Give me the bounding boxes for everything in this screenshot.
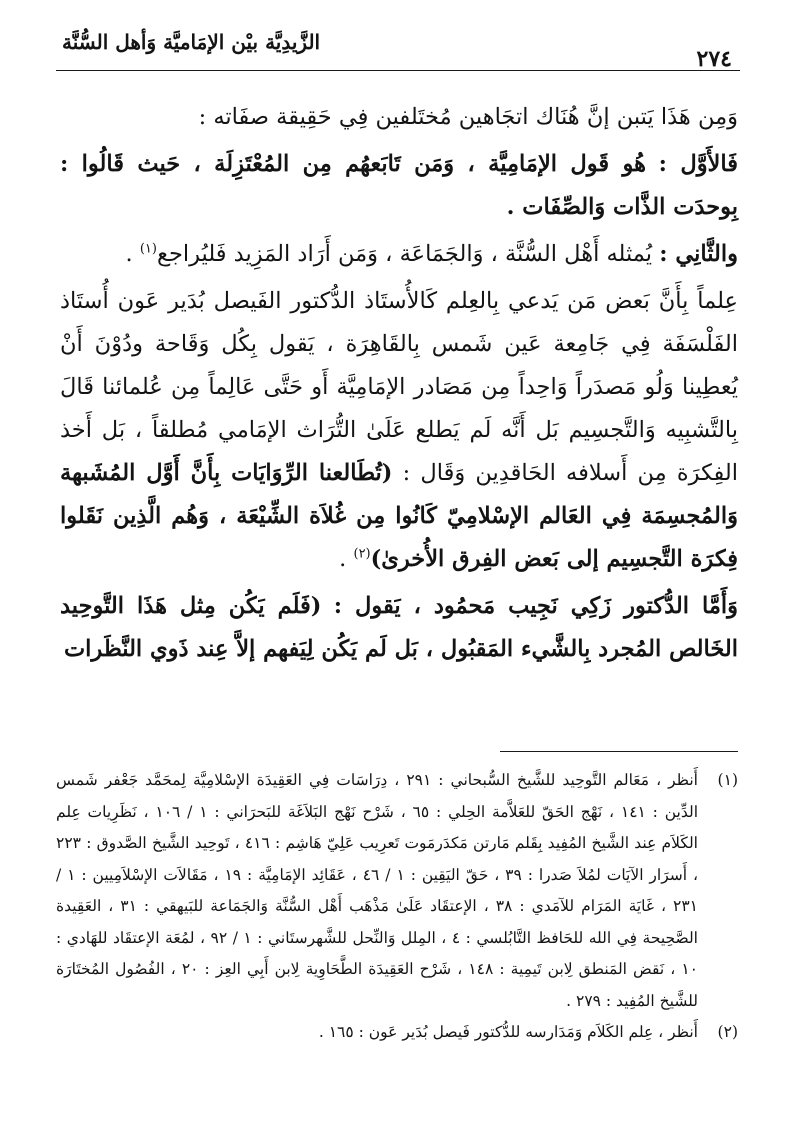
footnotes: [56, 765, 738, 1049]
running-header: [56, 28, 740, 71]
page-number: ٢٧٤: [696, 46, 732, 72]
zaki-quote: (فَلَم يَكُن مِثل هَذَا التَّوحِيد الخَالص المُجرد بِالشَّيء المَقبُول ، بَل لَم يَكُن لِيَفهم إلاَّ عِند ذَوي النَّظَرات: [60, 593, 738, 662]
footnote-2-number: (٢): [717, 1023, 738, 1041]
paragraph-zaki-quote: [60, 585, 738, 671]
footnote-ref-1[interactable]: (١): [139, 241, 157, 257]
paragraph-second-view: [60, 233, 738, 276]
first-view-lead: فَالأَوَّل :: [658, 151, 738, 177]
footnote-1-text: أَنظر ، مَعَالم التَّوحِيد للشَّيخ السُّبحاني : ٢٩١ ، دِرَاسَات فِي العَقِيدَة الإسْلامِيَّة لِمحَمَّد جَعْفر شَمس الدِّين : ١٤١ ، نَهْج الحَقّ للعَلاَّمة الحِلي : ٦٥ ، شَرْح نَهْج البَلاَغَة للبَحرَاني : ١ / ١٠٦ ، نَظَرِيات عِلم الكَلاَم عِند الشَّيخ المُفِيد بِقَلم مَارتن مَكدَرمَوت تَعرِيب عَلِيّ هَاشِم : ٤١٦ ، تَوحِيد الشَّيخ الصَّدوق : ٢٢٣ ، أَسرَار الآيَات لمُلاَ صَدرا : ٣٩ ، حَقّ اليَقِين : ١ / ٤٦ ، عَقَائِد الإمَامِيَّة : ١٩ ، مَقَالاَت الإسْلاَمِيين : ١ / ٢٣١ ، غَايَة المَرَام للآمَدي : ٣٨ ، الإعتقَاد عَلَىٰ مَذْهَب أَهْل السُّنَّة وَالجَمَاعة للبَيهقي : ٣١ ، العَقِيدة الصَّحِيحة فِي الله للحَافظ التَّابُلسي : ٤ ، المِلل وَالنِّحل للشَّهرستَاني : ١ / ٩٢ ، لمُعَة الإعتقَاد للهَادي : ١٠ ، نَقض المَنطق لِابن تَيمِية : ١٤٨ ، شَرْح العَقِيدَة الطَّحَاوِية لِابن أَبِي العِز : ٢٠ ، الفُصُول المُختَارَة للشَّيخ المُفِيد : ٢٧٩ .: [56, 771, 699, 1010]
main-text: [60, 96, 738, 675]
footnote-1: [56, 765, 738, 1017]
paragraph-badeer-claim: [60, 280, 738, 581]
second-view-text: يُمثله أَهْل السُّنَّة ، وَالجَمَاعَة ، وَمَن أَرَاد المَزِيد فَليُراجع: [156, 241, 653, 267]
footnote-2: [56, 1017, 738, 1049]
paragraph-intro: وَمِن هَذَا يَتبن إنَّ هُنَاك اتجَاهين مُختَلفين فِي حَقِيقة صفَاته :: [198, 104, 738, 130]
footnote-2-text: أَنظر ، عِلم الكَلاَم وَمَدَارسه للدُّكتور فَيصل بُدَير عَون : ١٦٥ .: [318, 1023, 698, 1041]
running-title: الزَّيدِيَّة بيْن الإمَاميَّة وَأهل السُّنَّة: [62, 30, 321, 54]
badeer-quote: (تُطَالعنا الرِّوَايَات بِأَنَّ أَوَّل المُشَبهة وَالمُجسِمَة فِي العَالم الإسْلامِيّ كَانُوا مِن غُلاَة الشِّيْعَة ، وَهُم الَّذِين نَقَلوا فِكرَة التَّجسِيم إلى بَعض الفِرق الأُخرىٰ): [60, 460, 738, 572]
footnote-separator: [500, 751, 738, 752]
footnote-ref-2[interactable]: (٢): [353, 546, 371, 562]
second-view-lead: والثَّانِي :: [659, 241, 738, 267]
zaki-intro: وَأَمَّا الدُّكتور زَكِي نَجِيب مَحمُود ، يَقول :: [333, 593, 738, 619]
badeer-claim-end: .: [339, 546, 354, 572]
footnote-1-number: (١): [717, 771, 738, 789]
badeer-claim-text: عِلماً بِأَنَّ بَعض مَن يَدعي بِالعِلم كَالأُستَاذ الدُّكتور الفَيصل بُدَير عَون أُستَاذ الفَلْسَفَة فِي جَامِعة عَين شَمس بِالقَاهِرَة ، يَقول بِكُل وَقَاحة ودُوْنَ أَنْ يُعطِينا وَلُو مَصدَراً وَاحِداً مِن مَصَادر الإمَامِيَّة أَو حَتَّى عَالِماً مِن عُلمائنا قَالَ بِالتَّشبِيه وَالتَّجسِيم بَل أَنَّه لَم يَطلع عَلَىٰ التُّرَاث الإمَامي مُطلقاً ، بَل أَخذ الفِكرَة مِن أَسلافه الحَاقدِين وَقَال :: [60, 288, 738, 486]
paragraph-first-view: [60, 143, 738, 229]
second-view-end: .: [125, 241, 140, 267]
first-view-text: هُو قَول الإمَامِيَّة ، وَمَن تَابَعهُم مِن المُعْتَزِلَة ، حَيث قَالُوا : بِوحدَت الذَّات وَالصِّفَات .: [60, 151, 738, 220]
